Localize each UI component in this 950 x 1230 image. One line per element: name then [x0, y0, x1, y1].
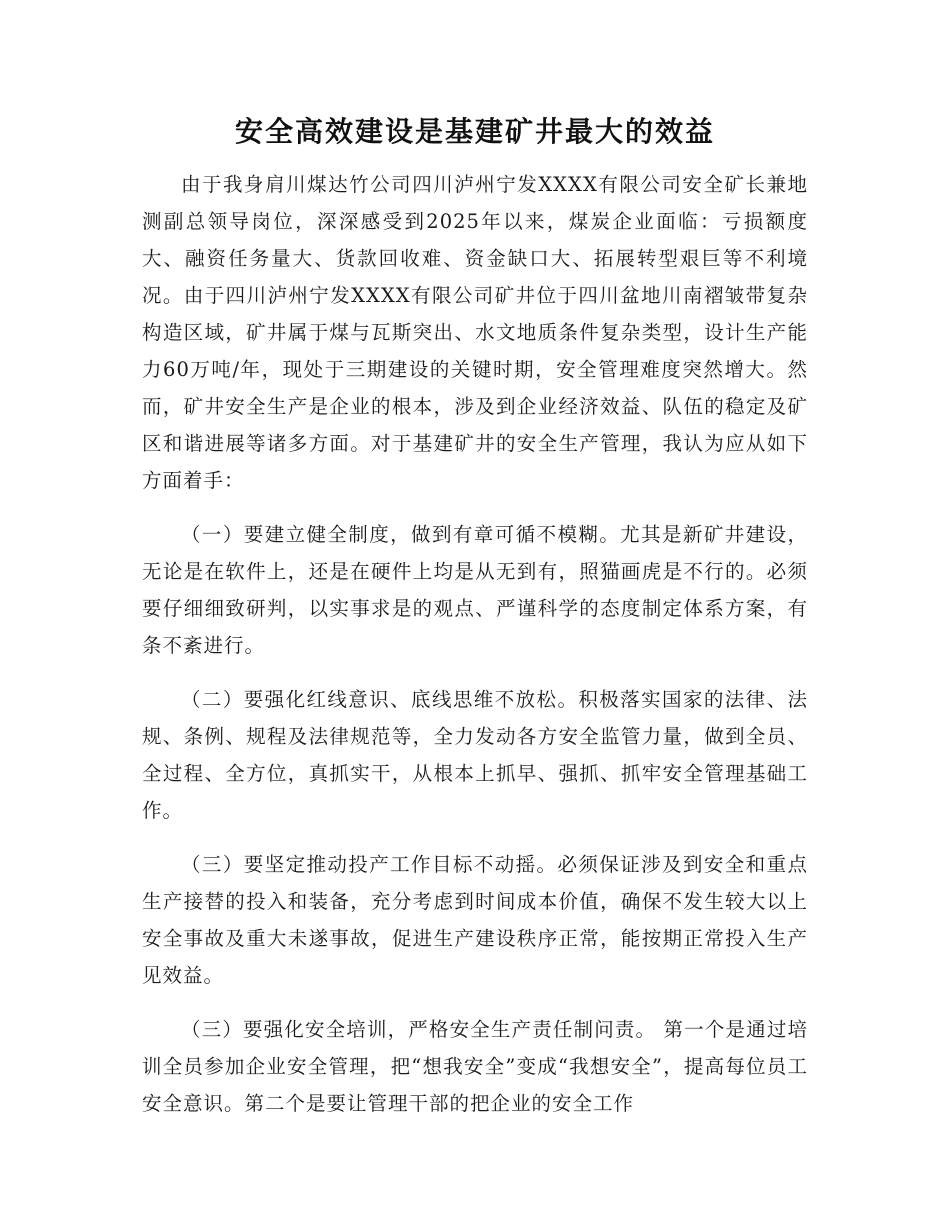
paragraph-intro: 由于我身肩川煤达竹公司四川泸州宁发XXXX有限公司安全矿长兼地测副总领导岗位，深深感受到2025年以来，煤炭企业面临：亏损额度大、融资任务量大、货款回收难、资金缺口大、拓展转型艰巨等不利境况。由于四川泸州宁发XXXX有限公司矿井位于四川盆地川南褶皱带复杂构造区域，矿井属于煤与瓦斯突出、水文地质条件复杂类型，设计生产能力60万吨/年，现处于三期建设的关键时期，安全管理难度突然增大。然而，矿井安全生产是企业的根本，涉及到企业经济效益、队伍的稳定及矿区和谐进展等诸多方面。对于基建矿井的安全生产管理，我认为应从如下方面着手：: [142, 173, 808, 492]
paragraph-point-4: （三）要强化安全培训，严格安全生产责任制问责。 第一个是通过培训全员参加企业安全管理，把“想我安全”变成“我想安全”，提高每位员工安全意识。第二个是要让管理干部的把企业的安全工作: [142, 1018, 808, 1115]
paragraph-point-1: （一）要建立健全制度，做到有章可循不模糊。尤其是新矿井建设，无论是在软件上，还是在硬件上均是从无到有，照猫画虎是不行的。必须要仔细细致研判，以实事求是的观点、严谨科学的态度制定体系方案，有条不紊进行。: [142, 523, 808, 657]
paragraph-point-3: （三）要坚定推动投产工作目标不动摇。必须保证涉及到安全和重点生产接替的投入和装备，充分考虑到时间成本价值，确保不发生较大以上安全事故及重大未遂事故，促进生产建设秩序正常，能按期正常投入生产见效益。: [142, 853, 808, 987]
document-title: 安全高效建设是基建矿井最大的效益: [234, 115, 715, 148]
paragraph-point-2: （二）要强化红线意识、底线思维不放松。积极落实国家的法律、法规、条例、规程及法律规范等，全力发动各方安全监管力量，做到全员、全过程、全方位，真抓实干，从根本上抓早、强抓、抓牢安全管理基础工作。: [142, 688, 808, 822]
